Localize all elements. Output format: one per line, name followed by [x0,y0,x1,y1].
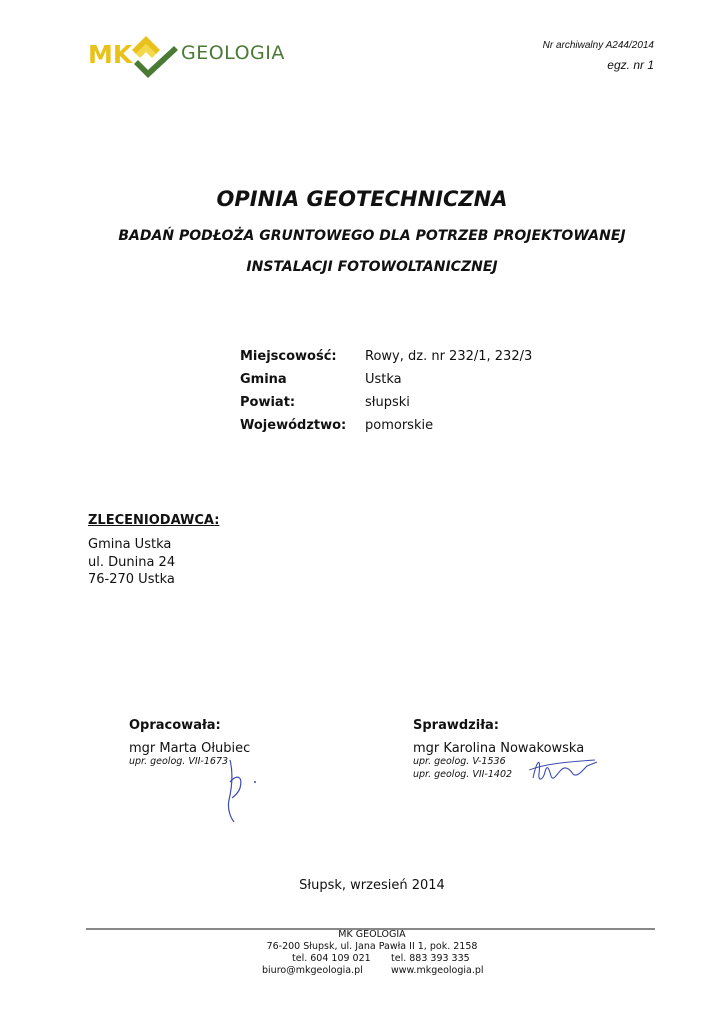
client-heading [88,513,219,528]
archive-number: Nr archiwalny A244/2014 [542,40,654,51]
footer-tel-1: tel. 604 109 021 [292,953,371,964]
location-label-commune: Gmina [240,372,287,387]
client-line-2: ul. Dunina 24 [88,555,176,570]
checked-role: Sprawdziła: [413,718,499,733]
client-line-3: 76-270 Ustka [88,572,175,587]
location-value-town: Rowy, dz. nr 232/1, 232/3 [365,349,533,364]
document-subtitle-line-2: INSTALACJI FOTOWOLTANICZNEJ [246,259,498,275]
location-value-county: słupski [365,395,410,410]
location-label-town: Miejscowość: [240,349,337,364]
place-date: Słupsk, wrzesień 2014 [299,878,445,893]
client-heading-colon: : [214,513,220,528]
copy-number: egz. nr 1 [607,58,654,72]
footer-company: MK GEOLOGIA [338,929,406,940]
company-logo [88,30,288,80]
checked-name: mgr Karolina Nowakowska [413,741,585,756]
logo-geologia-text: GEOLOGIA [181,42,285,64]
client-line-1: Gmina Ustka [88,537,172,552]
prepared-license-1: upr. geolog. VII-1673 [129,756,229,767]
prepared-name: mgr Marta Ołubiec [129,741,251,756]
footer-address: 76-200 Słupsk, ul. Jana Pawła II 1, pok. 2158 [266,941,478,952]
checked-license-2: upr. geolog. VII-1402 [413,769,513,780]
location-value-commune: Ustka [365,372,402,387]
location-label-voivodeship: Województwo: [240,418,347,433]
document-subtitle-line-1: BADAŃ PODŁOŻA GRUNTOWEGO DLA POTRZEB PROJEKTOWANEJ [118,228,626,244]
logo-mk-text: MK [88,40,133,69]
document-title: OPINIA GEOTECHNICZNA [216,187,508,211]
logo-chevron-icon [128,32,184,78]
footer-website[interactable]: www.mkgeologia.pl [391,965,484,976]
location-label-county: Powiat: [240,395,296,410]
prepared-signature [215,752,265,827]
checked-signature [525,750,605,790]
prepared-role: Opracowała: [129,718,221,733]
footer-email[interactable]: biuro@mkgeologia.pl [262,965,363,976]
footer-tel-2: tel. 883 393 335 [391,953,470,964]
client-heading-text: ZLECENIODAWCA [88,513,215,528]
checked-license-1: upr. geolog. V-1536 [413,756,506,767]
location-value-voivodeship: pomorskie [365,418,434,433]
